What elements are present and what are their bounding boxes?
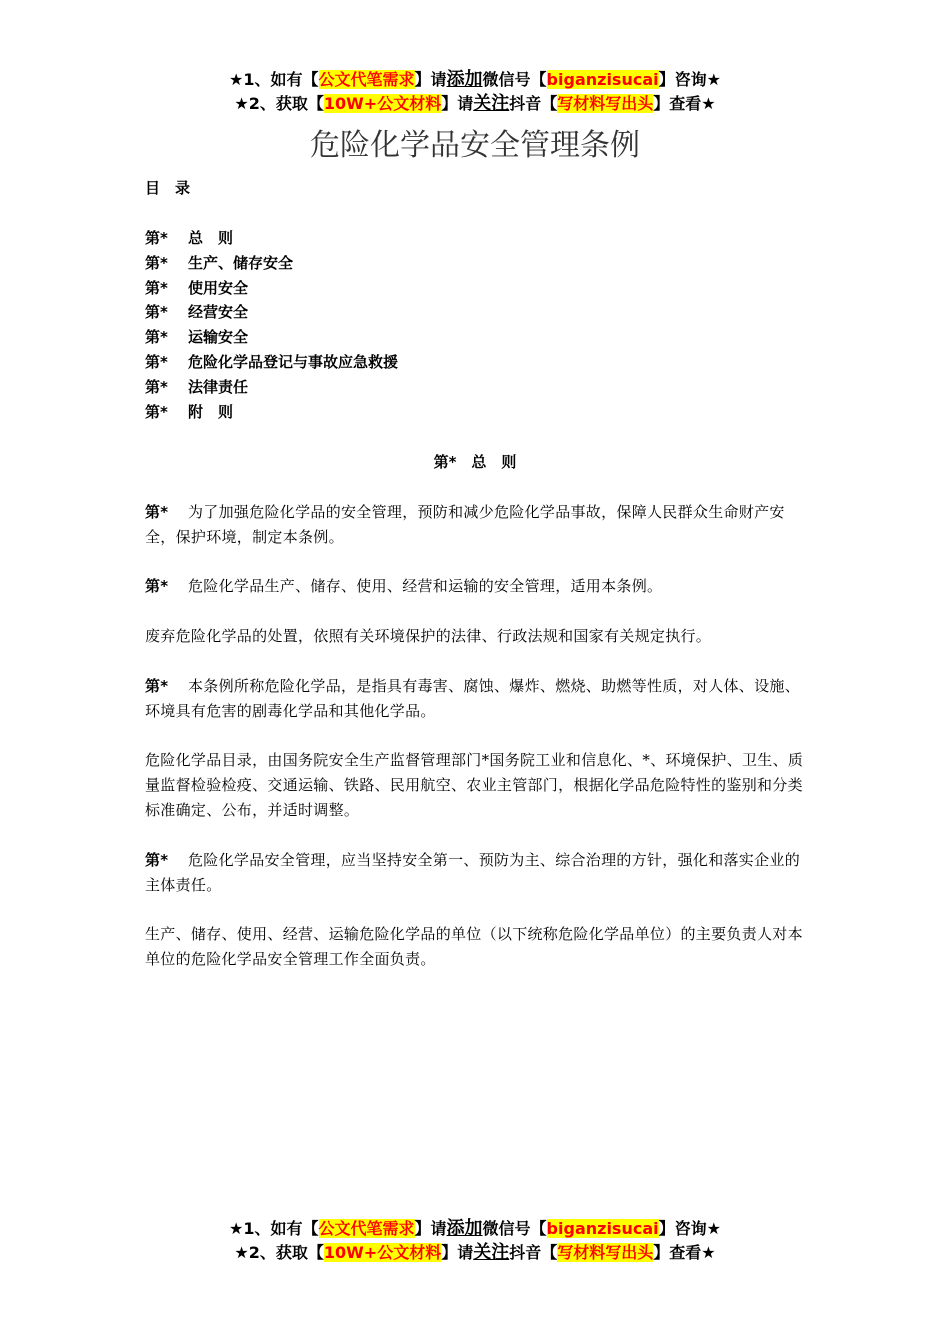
- toc-heading: 目 录: [145, 179, 191, 197]
- article-text: 本条例所称危险化学品，是指具有毒害、腐蚀、爆炸、燃烧、助燃等性质，对人体、设施、环境具有危害的剧毒化学品和其他化学品。: [145, 677, 801, 720]
- toc-item: [145, 300, 398, 325]
- article-number: 第*: [145, 577, 169, 595]
- table-of-contents: [145, 226, 398, 424]
- article-number: 第*: [145, 503, 169, 521]
- toc-item-label: 法律责任: [188, 377, 249, 396]
- promo-text: 抖音【: [509, 94, 558, 113]
- promo-emphasis: 关注: [473, 93, 510, 114]
- toc-item-number: 第*: [145, 328, 168, 347]
- paragraph: [145, 624, 815, 649]
- promo-banner-bottom: [0, 1217, 950, 1265]
- promo-emphasis: 关注: [473, 1242, 510, 1263]
- document-title: 危险化学品安全管理条例: [310, 128, 640, 163]
- promo-text: ★2、获取【: [234, 94, 324, 113]
- toc-item: [145, 251, 398, 276]
- toc-item-label: 经营安全: [188, 303, 249, 322]
- promo-wechat-id: biganzisucai: [546, 1219, 659, 1238]
- promo-text: 抖音【: [509, 1243, 558, 1262]
- toc-item-number: 第*: [145, 402, 168, 421]
- article-number: 第*: [145, 851, 169, 869]
- promo-line-2: [0, 92, 950, 116]
- article-number: 第*: [145, 677, 169, 695]
- article-paragraph: [145, 848, 815, 898]
- promo-line-1: [0, 68, 950, 92]
- paragraph-text: 危险化学品目录，由国务院安全生产监督管理部门*国务院工业和信息化、*、环境保护、卫生、质量监督检验检疫、交通运输、铁路、民用航空、农业主管部门，根据化学品危险特性的鉴别和分类标准确定、公布，并适时调整。: [145, 751, 804, 819]
- article-text: 危险化学品安全管理，应当坚持安全第一、预防为主、综合治理的方针，强化和落实企业的主体责任。: [145, 851, 801, 894]
- toc-item: [145, 375, 398, 400]
- promo-text: 】请: [414, 1219, 447, 1238]
- paragraph-text: 废弃危险化学品的处置，依照有关环境保护的法律、行政法规和国家有关规定执行。: [145, 627, 712, 645]
- promo-text: ★2、获取【: [234, 1243, 324, 1262]
- promo-text: ★1、如有【: [229, 70, 319, 89]
- promo-wechat-id: biganzisucai: [546, 70, 659, 89]
- promo-text: 微信号【: [482, 70, 547, 89]
- toc-item: [145, 400, 398, 425]
- promo-emphasis: 添加: [446, 69, 483, 90]
- promo-douyin-id: 写材料写出头: [557, 1243, 654, 1262]
- promo-banner-top: [0, 68, 950, 116]
- toc-item-number: 第*: [145, 229, 168, 247]
- promo-highlight: 10W+公文材料: [323, 1243, 442, 1262]
- promo-text: 】咨询★: [658, 1219, 721, 1238]
- promo-highlight: 公文代笔需求: [318, 1219, 415, 1238]
- toc-item-number: 第*: [145, 278, 168, 297]
- promo-text: 】请: [441, 94, 474, 113]
- toc-item-label: 危险化学品登记与事故应急救援: [188, 352, 399, 371]
- promo-text: 】咨询★: [658, 70, 721, 89]
- toc-item-label: 使用安全: [188, 278, 249, 297]
- promo-text: 】请: [441, 1243, 474, 1262]
- toc-item-label: 运输安全: [188, 328, 249, 347]
- promo-text: 】查看★: [653, 94, 716, 113]
- toc-item-label: 总 则: [188, 229, 234, 247]
- chapter-heading: 第* 总 则: [433, 453, 517, 471]
- toc-item-number: 第*: [145, 377, 168, 396]
- promo-text: 微信号【: [482, 1219, 547, 1238]
- article-paragraph: [145, 500, 815, 550]
- toc-item: [145, 276, 398, 301]
- toc-item: [145, 226, 398, 251]
- toc-item-number: 第*: [145, 352, 168, 371]
- promo-text: ★1、如有【: [229, 1219, 319, 1238]
- article-text: 为了加强危险化学品的安全管理，预防和减少危险化学品事故，保障人民群众生命财产安全，保护环境，制定本条例。: [145, 503, 785, 546]
- paragraph: [145, 922, 815, 972]
- promo-emphasis: 添加: [446, 1218, 483, 1239]
- paragraph: [145, 748, 815, 823]
- promo-highlight: 公文代笔需求: [318, 70, 415, 89]
- promo-line-2: [0, 1241, 950, 1265]
- promo-highlight: 10W+公文材料: [323, 94, 442, 113]
- promo-text: 】查看★: [653, 1243, 716, 1262]
- article-paragraph: [145, 674, 815, 724]
- promo-line-1: [0, 1217, 950, 1241]
- toc-item-label: 附 则: [188, 402, 234, 421]
- toc-item: [145, 350, 398, 375]
- promo-douyin-id: 写材料写出头: [557, 94, 654, 113]
- article-paragraph: [145, 574, 815, 599]
- article-text: 危险化学品生产、储存、使用、经营和运输的安全管理，适用本条例。: [188, 577, 663, 595]
- paragraph-text: 生产、储存、使用、经营、运输危险化学品的单位（以下统称危险化学品单位）的主要负责人对本单位的危险化学品安全管理工作全面负责。: [145, 925, 803, 968]
- promo-text: 】请: [414, 70, 447, 89]
- toc-item-label: 生产、储存安全: [188, 253, 294, 272]
- toc-item-number: 第*: [145, 303, 168, 322]
- toc-item: [145, 325, 398, 350]
- toc-item-number: 第*: [145, 253, 168, 272]
